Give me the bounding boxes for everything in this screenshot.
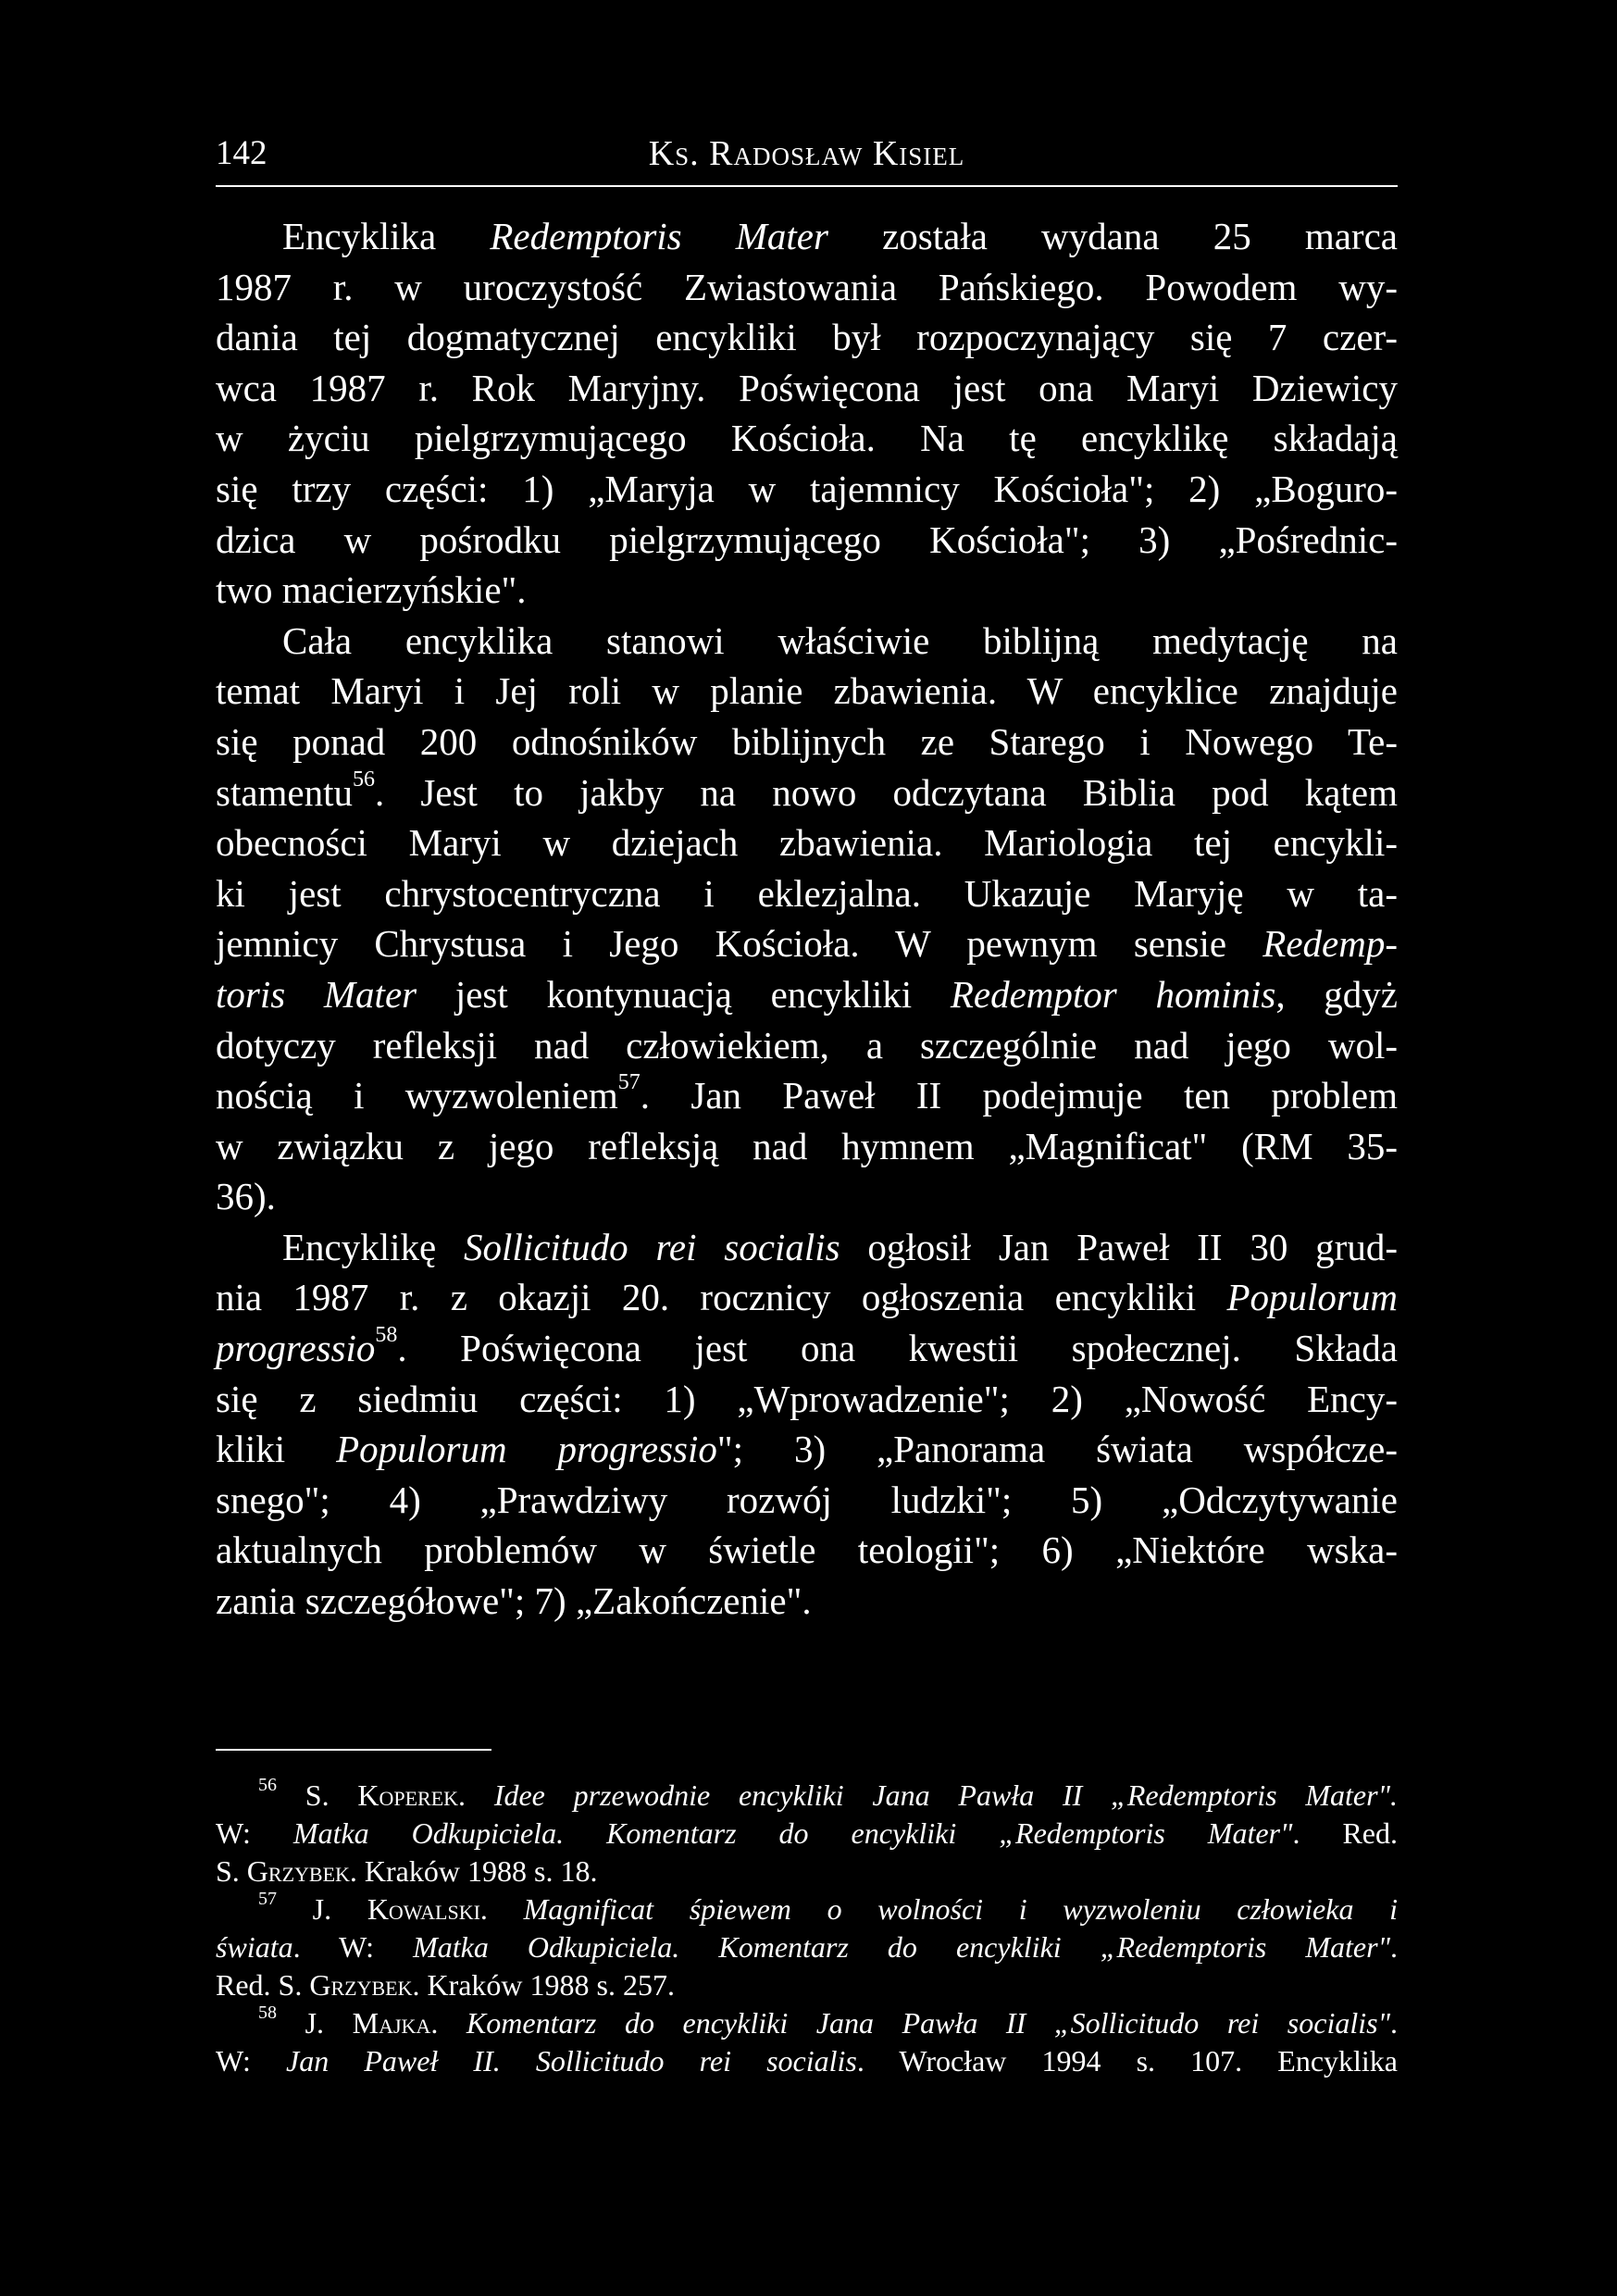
author-name: Majka — [352, 2006, 431, 2040]
text-run: S. — [277, 1778, 358, 1812]
text-run: . — [430, 2006, 466, 2040]
footnote-58 — [216, 2004, 1398, 2080]
text-run: Red. S. — [216, 1968, 310, 2002]
text-run: nością i wyzwoleniem — [216, 1074, 618, 1117]
text-line — [216, 767, 1398, 818]
text-run: kliki — [216, 1428, 337, 1471]
text-run: "; 3) „Panorama świata współcze- — [716, 1428, 1398, 1471]
italic-title: świata — [216, 1930, 293, 1964]
paragraph-2 — [216, 616, 1398, 1222]
footnote-ref-56[interactable]: 56 — [353, 767, 376, 792]
italic-title: Redemptor hominis — [950, 972, 1276, 1016]
text-line: w życiu pielgrzymującego Kościoła. Na tę encyklikę składają — [216, 417, 1398, 460]
footnotes — [216, 1777, 1398, 2080]
text-line — [216, 1070, 1398, 1121]
text-run: Encyklika — [282, 215, 491, 257]
text-line: dotyczy refleksji nad człowiekiem, a szczególnie nad jego wol- — [216, 1023, 1398, 1067]
text-run: J. — [277, 2006, 353, 2040]
text-line: się trzy części: 1) „Maryja w tajemnicy Kościoła"; 2) „Boguro- — [216, 467, 1398, 510]
text-line — [216, 1323, 1398, 1374]
italic-title: Redemptoris Mater — [490, 215, 828, 257]
text-line: Cała encyklika stanowi właściwie biblijną medytację na — [282, 618, 1398, 662]
text-line: dzica w pośrodku pielgrzymującego Kościoła"; 3) „Pośrednic- — [216, 518, 1398, 561]
text-line — [216, 918, 1398, 969]
text-run: . Red. — [1292, 1816, 1399, 1850]
text-run: , gdyż — [1275, 972, 1398, 1016]
text-line — [216, 1928, 1398, 1966]
text-line: two macierzyńskie". — [216, 568, 527, 612]
text-line — [216, 211, 1398, 262]
page-header — [216, 128, 1398, 180]
text-line — [216, 1424, 1398, 1475]
text-line — [216, 969, 1398, 1020]
text-line — [216, 1815, 1398, 1853]
author-name: Koperek — [357, 1778, 459, 1812]
text-line: temat Maryi i Jej roli w planie zbawienia. W encyklice znajduje — [216, 669, 1398, 713]
italic-title: Sollicitudo rei socialis — [464, 1225, 840, 1268]
text-line: aktualnych problemów w świetle teologii"; 6) „Niektóre wska- — [216, 1529, 1398, 1572]
text-run: J. — [277, 1892, 367, 1926]
text-line — [216, 1966, 1398, 2004]
text-line: się ponad 200 odnośników biblijnych ze Starego i Nowego Te- — [216, 719, 1398, 763]
running-head: Ks. Radosław Kisiel — [648, 134, 965, 173]
italic-title: Magnificat śpiewem o wolności i wyzwoleniu człowieka i — [523, 1892, 1399, 1926]
text-line — [216, 1272, 1398, 1323]
footnote-number: 56 — [258, 1775, 277, 1796]
text-line — [216, 2004, 1398, 2042]
footnote-number: 58 — [258, 2003, 277, 2024]
text-run: W: — [216, 1816, 293, 1850]
italic-title: toris Mater — [216, 972, 417, 1016]
footnote-ref-57[interactable]: 57 — [617, 1070, 641, 1095]
text-line: snego"; 4) „Prawdziwy rozwój ludzki"; 5) „Odczytywanie — [216, 1478, 1398, 1521]
italic-title: progressio — [216, 1327, 376, 1370]
text-run: została wydana 25 marca — [827, 215, 1398, 257]
text-line: ki jest chrystocentryczna i eklezjalna. Ukazuje Maryję w ta- — [216, 871, 1398, 915]
header-rule — [216, 185, 1398, 187]
footnote-56 — [216, 1777, 1398, 1890]
paragraph-1 — [216, 211, 1398, 616]
text-run: S. — [216, 1854, 247, 1888]
italic-title: Komentarz do encykliki Jana Pawła II „Sollicitudo rei socialis" — [466, 2006, 1391, 2040]
text-run: W: — [216, 2044, 287, 2078]
text-run: . — [1390, 1930, 1398, 1964]
text-run: . Jest to jakby na nowo odczytana Biblia pod kątem — [375, 770, 1398, 814]
text-line: zania szczegółowe"; 7) „Zakończenie". — [216, 1579, 812, 1623]
text-run: . — [479, 1892, 524, 1926]
author-name: Grzybek — [246, 1854, 350, 1888]
text-run: . Jan Paweł II podejmuje ten problem — [640, 1074, 1398, 1117]
text-run: . — [1390, 2006, 1399, 2040]
text-run: jest kontynuacją encykliki — [417, 972, 951, 1016]
footnote-number: 57 — [258, 1889, 277, 1910]
text-run: . Kraków 1988 s. 18. — [349, 1854, 598, 1888]
author-name: Kowalski — [367, 1892, 480, 1926]
italic-title: Populorum progressio — [336, 1428, 717, 1471]
text-line: 1987 r. w uroczystość Zwiastowania Pańskiego. Powodem wy- — [216, 265, 1398, 308]
text-line — [216, 1222, 1398, 1273]
text-line — [216, 1853, 1398, 1890]
text-line — [216, 1777, 1398, 1815]
footnote-rule — [216, 1749, 491, 1751]
text-run: nia 1987 r. z okazji 20. rocznicy ogłoszenia encykliki — [216, 1276, 1227, 1319]
text-line — [216, 1890, 1398, 1928]
author-name: Grzybek — [309, 1968, 413, 2002]
paragraph-3 — [216, 1222, 1398, 1627]
text-run: . Wrocław 1994 s. 107. Encyklika — [856, 2044, 1398, 2078]
main-text — [216, 211, 1398, 1627]
italic-title: Idee przewodnie encykliki Jana Pawła II „Redemptoris Mater". — [493, 1778, 1399, 1812]
text-line: dania tej dogmatycznej encykliki był rozpoczynający się 7 czer- — [216, 316, 1398, 359]
text-line: wca 1987 r. Rok Maryjny. Poświęcona jest ona Maryi Dziewicy — [216, 366, 1398, 409]
text-run: Encyklikę — [282, 1225, 465, 1268]
footnote-57 — [216, 1890, 1398, 2004]
text-run: . — [458, 1778, 494, 1812]
italic-title: Matka Odkupiciela. Komentarz do encykliki „Redemptoris Mater" — [413, 1930, 1390, 1964]
text-run: . Poświęcona jest ona kwestii społecznej. Składa — [397, 1327, 1398, 1370]
text-run: . Kraków 1988 s. 257. — [412, 1968, 675, 2002]
italic-title: Redemp- — [1263, 922, 1398, 966]
page-number: 142 — [216, 134, 267, 172]
text-line: 36). — [216, 1175, 276, 1218]
text-line — [216, 2042, 1398, 2080]
text-run: ogłosił Jan Paweł II 30 grud- — [840, 1225, 1398, 1268]
italic-title: Populorum — [1226, 1276, 1398, 1319]
italic-title: Jan Paweł II. Sollicitudo rei socialis — [286, 2044, 857, 2078]
text-line: obecności Maryi w dziejach zbawienia. Mariologia tej encykli- — [216, 821, 1398, 865]
footnote-ref-58[interactable]: 58 — [375, 1323, 398, 1348]
italic-title: Matka Odkupiciela. Komentarz do encykliki „Redemptoris Mater" — [292, 1816, 1293, 1850]
text-run: . W: — [292, 1930, 414, 1964]
text-line: się z siedmiu części: 1) „Wprowadzenie"; 2) „Nowość Ency- — [216, 1377, 1398, 1420]
text-line: w związku z jego refleksją nad hymnem „Magnificat" (RM 35- — [216, 1124, 1398, 1167]
text-run: jemnicy Chrystusa i Jego Kościoła. W pewnym sensie — [216, 922, 1263, 966]
text-run: stamentu — [216, 770, 354, 814]
